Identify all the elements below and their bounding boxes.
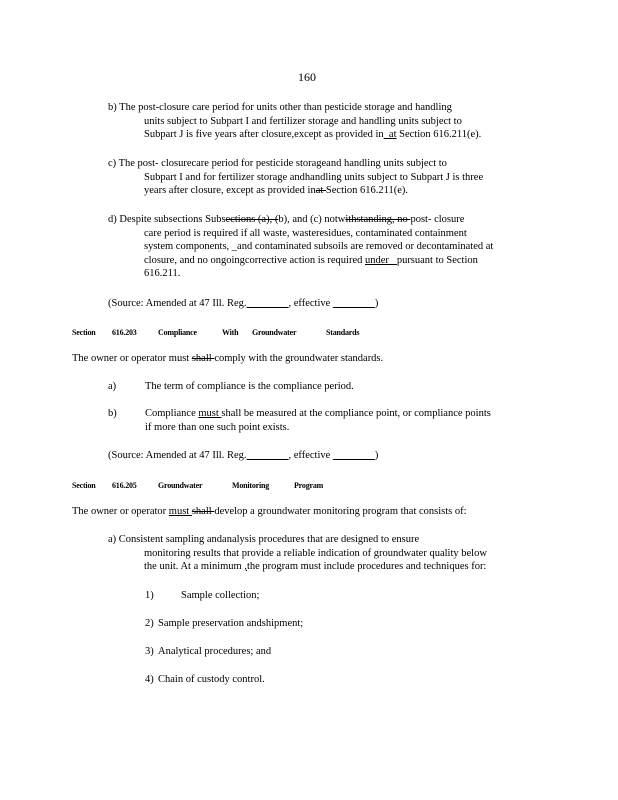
subitem-3-number: 3) — [145, 646, 154, 657]
text-segment: Section 616.211(e). — [396, 129, 482, 140]
section-title-word: With — [222, 328, 239, 337]
paragraph-c-line-2: Subpart I and for fertilizer storage andhandling units subject to Subpart J is three — [144, 171, 484, 183]
subitem-4-number: 4) — [145, 674, 154, 685]
section-title-word: Groundwater — [158, 481, 203, 490]
list-item-b-line-2: if more than one such point exists. — [145, 421, 290, 433]
source-text: ) — [374, 450, 379, 461]
struck-deletion: shall — [191, 506, 215, 517]
section-heading — [72, 479, 372, 491]
paragraph-c-line-3 — [108, 184, 483, 198]
paragraph-d-line-4 — [108, 254, 493, 268]
source-text: , effective — [288, 298, 333, 309]
register-blank: ________ — [246, 298, 289, 309]
paragraph-d-line-3: system components, _and contaminated subsoils are removed or decontaminated at — [144, 241, 494, 252]
text-segment: post- closure — [410, 214, 465, 225]
paragraph-b-line-1: b) The post-closure care period for units other than pesticide storage and handling — [108, 102, 452, 113]
section-label: Section — [72, 481, 96, 490]
source-text: (Source: Amended at 47 Ill. Reg. — [108, 298, 247, 309]
section-203-paragraph — [72, 352, 383, 366]
text-segment: The owner or operator — [72, 506, 169, 517]
text-segment: closure, and no ongoingcorrective action is required — [144, 254, 366, 266]
register-blank: ________ — [246, 450, 289, 461]
section-heading — [72, 326, 472, 338]
subitem-4-text: Chain of custody control. — [158, 674, 265, 685]
text-segment: b), and (c) notw — [278, 214, 346, 225]
section-205-paragraph — [72, 505, 467, 519]
list-item-b-label: b) — [108, 408, 117, 419]
page-number: 160 — [298, 70, 316, 84]
text-segment: Compliance — [145, 408, 199, 419]
paragraph-d-line-2: care period is required if all waste, wasteresidues, contaminated containment — [144, 227, 467, 239]
text-segment: the program must include procedures and techniques for: — [246, 561, 487, 572]
source-note — [108, 297, 378, 311]
subitem-2-text: Sample preservation andshipment; — [158, 618, 304, 629]
paragraph-d-line-1 — [108, 213, 493, 227]
section-number: 616.205 — [112, 481, 137, 490]
text-segment: The owner or operator must — [72, 353, 192, 364]
subitem-3-text: Analytical procedures; and — [158, 646, 272, 657]
section-title-word: Program — [294, 481, 324, 490]
effective-date-blank: ________ — [332, 298, 375, 309]
subitem-1-number: 1) — [145, 590, 154, 601]
struck-deletion: ithstanding, no — [345, 214, 411, 225]
list-item-a-label: a) — [108, 381, 117, 392]
subitem-1-text: Sample collection; — [181, 590, 260, 601]
list-item-205a-line-1: a) Consistent sampling andanalysis procedures that are designed to ensure — [108, 534, 420, 545]
effective-date-blank: ________ — [332, 450, 375, 461]
struck-deletion: shall — [191, 353, 215, 364]
text-segment: pursuant to Section — [396, 254, 478, 266]
paragraph-c-line-1: c) The post- closurecare period for pesticide storageand handling units subject to — [108, 158, 447, 169]
section-title-word: Monitoring — [232, 481, 270, 490]
underlined-insertion: must — [198, 408, 222, 419]
text-segment: comply with the groundwater standards. — [214, 353, 384, 364]
list-item-b-line-1 — [145, 407, 491, 421]
list-item-b-text — [145, 407, 491, 434]
section-title-word: Compliance — [158, 328, 197, 337]
section-title-word: Groundwater — [252, 328, 297, 337]
source-note — [108, 449, 378, 463]
paragraph-b — [108, 101, 481, 142]
paragraph-d-line-5: 616.211. — [144, 268, 181, 279]
list-item-205a-line-2: monitoring results that provide a reliable indication of groundwater quality below — [144, 547, 487, 559]
text-segment: d) Despite subsections Subs — [108, 214, 226, 225]
text-segment: develop a groundwater monitoring program that consists of: — [214, 506, 467, 517]
list-item-205a — [108, 533, 487, 574]
text-segment: shall be measured at the compliance point, or compliance points — [221, 408, 491, 419]
section-title-word: Standards — [326, 328, 360, 337]
section-number: 616.203 — [112, 328, 137, 337]
text-segment: years after closure, except as provided in — [144, 185, 316, 196]
underlined-insertion: , — [244, 561, 247, 572]
text-segment: the unit. At a minimum — [144, 561, 245, 572]
list-item-205a-line-3 — [108, 560, 487, 574]
list-item-a-text: The term of compliance is the compliance period. — [145, 381, 354, 392]
text-segment: Section 616.211(e). — [325, 185, 409, 196]
paragraph-c — [108, 157, 483, 198]
underlined-insertion: under _ — [365, 254, 397, 266]
source-text: , effective — [288, 450, 333, 461]
text-segment: Subpart J is five years after closure,except as provided in — [144, 129, 384, 140]
struck-deletion: ections (a), ( — [225, 214, 279, 225]
source-text: ) — [374, 298, 379, 309]
underlined-insertion: _at — [383, 129, 397, 140]
paragraph-b-line-3 — [108, 128, 481, 142]
source-text: (Source: Amended at 47 Ill. Reg. — [108, 450, 247, 461]
struck-deletion: at — [315, 185, 326, 196]
underlined-insertion: must — [168, 506, 192, 517]
paragraph-b-line-2: units subject to Subpart I and fertilizer storage and handling units subject to — [144, 115, 462, 127]
subitem-2-number: 2) — [145, 618, 154, 629]
paragraph-d — [108, 213, 493, 281]
section-label: Section — [72, 328, 96, 337]
